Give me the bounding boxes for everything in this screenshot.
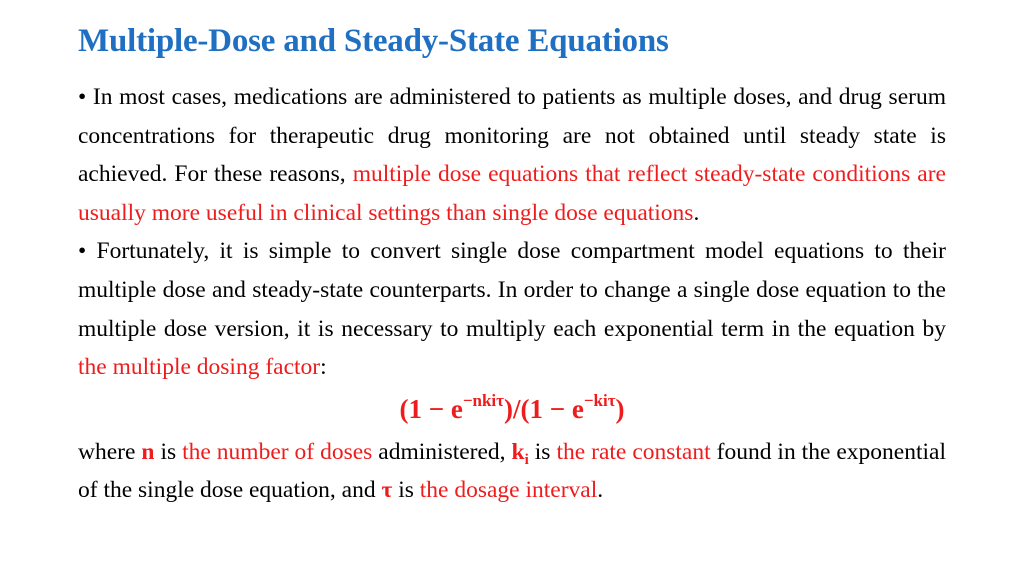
found-text: found in the exponential of the single dose equation, and [78,438,946,504]
bullet-paragraph-2 [78,232,946,386]
k-description: the rate constant [556,438,711,465]
slide-body [78,78,946,510]
paragraph-2-tail: : [320,354,327,381]
n-description: the number of doses [182,438,373,465]
tau-symbol: τ [381,477,393,504]
where-text: where [78,438,142,465]
bullet-icon: • [78,84,87,110]
bullet-icon: • [78,238,87,265]
multiple-dosing-factor-formula [78,387,946,433]
is-text-2: is [528,438,557,465]
bullet-paragraph-1 [78,78,946,232]
paragraph-1-tail: . [693,199,700,226]
end-period: . [597,477,604,504]
k-symbol [511,438,529,468]
paragraph-1-lead: In most cases, medications are administered to patients as multiple doses, and drug serum concentrations for therapeutic drug monitoring are not obtained until steady state is achieved. For these reasons, [78,84,946,188]
k-letter: k [511,438,525,465]
paragraph-1-highlight: multiple dose equations that reflect steady-state conditions are usually more useful in clinical settings than single dose equations [78,161,946,226]
is-text-1: is [154,438,183,465]
k-subscript: i [524,451,529,468]
tau-description: the dosage interval [419,477,598,504]
paragraph-2-lead: Fortunately, it is simple to convert single dose compartment model equations to their multiple dose and steady-state counterparts. In order to change a single dose equation to the multiple dose version, it is necessary to multiply each exponential term in the equation by [78,238,947,342]
definitions-paragraph [78,433,946,510]
n-symbol: n [141,438,155,465]
paragraph-2-highlight: the multiple dosing factor [78,354,321,381]
formula-part-open: (1 − e [399,393,463,424]
formula-part-close: ) [615,393,625,424]
slide-title: Multiple-Dose and Steady-State Equations [78,23,669,59]
formula-exponent-1: −nkiτ [462,390,504,410]
is-text-3: is [392,477,420,504]
formula-exponent-2: −kiτ [583,390,616,410]
administered-text: administered, [372,438,512,465]
formula-part-mid: )/(1 − e [503,393,584,424]
